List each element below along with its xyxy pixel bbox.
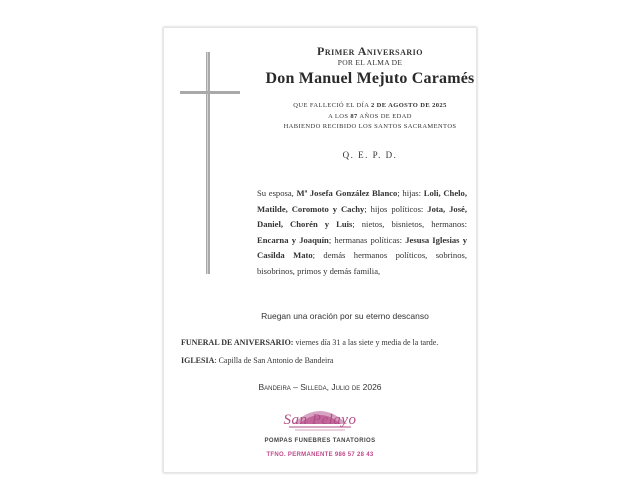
- phone-number: TFNO. PERMANENTE 986 57 28 43: [266, 452, 374, 458]
- church-text: : Capilla de San Antonio de Bandeira: [214, 356, 334, 365]
- deceased-name: Don Manuel Mejuto Caramés: [265, 70, 475, 87]
- family-text: ; nietos, bisnietos, hermanos:: [352, 219, 467, 229]
- death-date-line: [240, 100, 500, 111]
- church-label: IGLESIA: [181, 356, 215, 365]
- funeral-label: FUNERAL DE ANIVERSARIO:: [181, 338, 294, 347]
- family-text: ; demás hermanos políticos, sobrinos, bisobrinos, primos y demás familia,: [257, 250, 467, 276]
- death-date: 2 DE AGOSTO DE 2025: [370, 102, 447, 109]
- cross-icon: [206, 52, 210, 274]
- funeral-text: viernes día 31 a las siete y media de la tarde.: [293, 338, 439, 347]
- death-date-prefix: QUE FALLECIÓ EL DÍA: [293, 102, 371, 109]
- family-text: ; hijas:: [397, 188, 424, 198]
- prayer-request: Ruegan una oración por su eterno descanso: [261, 311, 429, 321]
- family-text: ; hijos políticos:: [364, 203, 428, 214]
- qepd: Q. E. P. D.: [342, 150, 398, 160]
- cross-bar: [180, 91, 240, 94]
- family-name: Mª Josefa González Blanco: [296, 188, 398, 198]
- age-suffix: AÑOS DE EDAD: [357, 113, 412, 120]
- church-line: [181, 356, 471, 365]
- card-subtitle: POR EL ALMA DE: [337, 58, 403, 67]
- family-text: Su esposa,: [257, 188, 297, 198]
- company-name: POMPAS FUNEBRES TANATORIOS: [264, 438, 376, 444]
- logo-text: San Pelayo: [283, 412, 357, 428]
- family-paragraph: [257, 186, 467, 279]
- card-title: Primer Aniversario: [316, 44, 423, 58]
- family-name: Loli, Chelo, Matilde, Coromoto y Cachy: [257, 188, 467, 214]
- family-name: Jota, José, Daniel, Chorén y Luis: [257, 203, 468, 229]
- place-date: Bandeira – Silleda, Julio de 2026: [258, 382, 382, 392]
- age-value: 87: [350, 113, 358, 120]
- family-name: Jesusa Iglesias y Casilda Mato: [257, 234, 468, 260]
- funeral-line: [181, 338, 471, 347]
- family-name: Encarna y Joaquín: [257, 234, 329, 245]
- family-text: ; hermanas políticas:: [328, 234, 406, 245]
- age-prefix: A LOS: [328, 113, 351, 120]
- sacraments-line: HABIENDO RECIBIDO LOS SANTOS SACRAMENTOS: [283, 123, 457, 130]
